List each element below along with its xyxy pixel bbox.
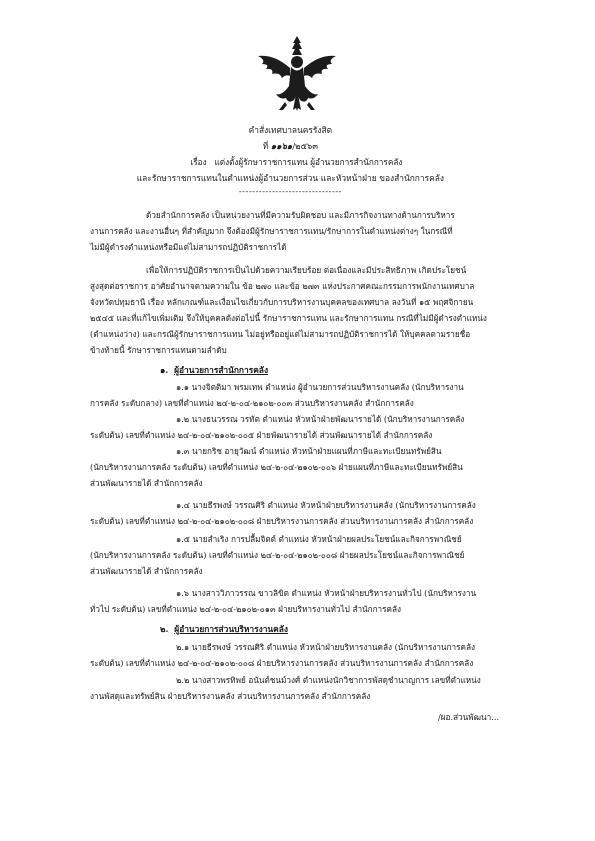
list-item-line: ระดับต้น) เลขที่ตำแหน่ง ๒๔-๒-๐๔-๒๑๐๒-๐๐๘ ฝ่ายบริหารงานการคลัง ส่วนบริหารงานการคลัง สำนักการคลัง (90, 658, 474, 668)
divider-line: ------------------------------- (238, 187, 342, 197)
order-number (0, 141, 581, 153)
list-item-line: ๑.๑ นางจิตติมา พรมเทพ ตำแหน่ง ผู้อำนวยการส่วนบริหารงานคลัง (นักบริหารงาน (176, 382, 464, 392)
list-item-line: ส่วนพัฒนารายได้ สำนักการคลัง (90, 566, 203, 576)
section-1-number: ๑. (160, 365, 169, 375)
para2-line: สูงสุดต่อราชการ อาศัยอำนาจตามความใน ข้อ ๒๗๐ และข้อ ๒๗๓ แห่งประกาศคณะกรรมการพนักงานเทศบาล (90, 281, 475, 291)
list-item-line: ๑.๕ นายสำเริง การปลื้มจิตต์ ตำแหน่ง หัวหน้าฝ่ายผลประโยชน์และกิจการพาณิชย์ (176, 534, 462, 544)
para2-line: เพื่อให้การปฏิบัติราชการเป็นไปด้วยความเรียบร้อย ต่อเนื่องและมีประสิทธิภาพ เกิดประโยชน์ (146, 265, 467, 275)
order-number-suffix: /๒๕๖๓ (292, 142, 318, 152)
order-number-prefix: ที่ (262, 142, 269, 152)
list-item-line: (นักบริหารงานการคลัง ระดับต้น) เลขที่ตำแหน่ง ๒๔-๒-๐๔-๒๑๐๒-๐๐๘ ฝ่ายผลประโยชน์และกิจการพาณิชย์ (90, 550, 465, 560)
para1-line: ด้วยสำนักการคลัง เป็นหน่วยงานที่มีความรับผิดชอบ และมีภารกิจงานทางด้านการบริหาร (146, 210, 455, 220)
section-2-number: ๒. (160, 624, 169, 634)
list-item-line: การคลัง ระดับกลาง) เลขที่ตำแหน่ง ๒๔-๒-๐๔-๒๑๐๒-๐๐๓ ส่วนบริหารงานคลัง สำนักการคลัง (90, 398, 414, 408)
list-item-line: ทั่วไป ระดับต้น) เลขที่ตำแหน่ง ๒๔-๒-๐๔-๒๑๐๒-๐๑๓ ฝ่ายบริหารงานทั่วไป สำนักการคลัง (90, 604, 402, 614)
para1-line: ไม่มีผู้ดำรงตำแหน่งหรือมีแต่ไม่สามารถปฏิบัติราชการได้ (90, 242, 287, 252)
list-item-line: ๒.๑ นายธีรพงษ์ วรรณศิริ ตำแหน่ง หัวหน้าฝ่ายบริหารงานคลัง (นักบริหารงานการคลัง (176, 642, 475, 652)
list-item-line: (นักบริหารงานการคลัง ระดับต้น) เลขที่ตำแหน่ง ๒๔-๒-๐๔-๒๑๐๒-๐๐๖ ฝ่ายแผนที่ภาษีและทะเบียนทรัพย์สิน (90, 462, 463, 472)
issuer-title: คำสั่งเทศบาลนครรังสิต (248, 126, 333, 136)
para1-line: งานการคลัง และงานอื่นๆ ที่สำคัญมาก จึงต้องมีผู้รักษาราชการแทน/รักษาการในตำแหน่งต่างๆ ในกรณีที่ (90, 226, 453, 236)
list-item-line: ๒.๒ นางสาวพรทิพย์ อนันต์ชนม์วงศ์ ตำแหน่งนักวิชาการพัสดุชำนาญการ เลขที่ตำแหน่ง (176, 675, 481, 685)
continuation-marker: /ผอ.ส่วนพัฒนา... (438, 712, 500, 722)
section-2-heading (160, 624, 288, 635)
list-item-line: ส่วนพัฒนารายได้ สำนักการคลัง (90, 478, 203, 488)
list-item-line: ระดับต้น) เลขที่ตำแหน่ง ๒๔-๒-๐๔-๒๑๐๒-๐๐๘ ฝ่ายบริหารงานการคลัง ส่วนบริหารงานการคลัง สำนักการคลัง (90, 516, 474, 526)
section-1-title: ผู้อำนวยการสำนักการคลัง (174, 365, 269, 375)
subject-line-1 (12, 157, 581, 169)
list-item-line: ๑.๓ นายกริช อายุวัฒน์ ตำแหน่ง หัวหน้าฝ่ายแผนที่ภาษีและทะเบียนทรัพย์สิน (176, 446, 442, 456)
subject-text-1: แต่งตั้งผู้รักษาราชการแทน ผู้อำนวยการสำนักการคลัง (214, 158, 403, 168)
subject-line-2: และรักษาราชการแทนในตำแหน่งผู้อำนวยการส่วน และหัวหน้าฝ่าย ของสำนักการคลัง (136, 174, 444, 184)
para2-line: ๒๕๔๕ และที่แก้ไขเพิ่มเติม จึงให้บุคคลดังต่อไปนี้ รักษาราชการแทน และรักษาการแทน กรณีที่ไม่มีผู้ดำรงตำแหน่ง (90, 313, 487, 323)
section-2-title: ผู้อำนวยการส่วนบริหารงานคลัง (174, 624, 288, 634)
para2-line: (ตำแหน่งว่าง) และกรณีผู้รักษาราชการแทน ไม่อยู่หรืออยู่แต่ไม่สามารถปฏิบัติราชการได้ ให้บุคคลตามรายชื่อ (90, 329, 471, 339)
garuda-emblem-icon (252, 34, 342, 114)
subject-label: เรื่อง (190, 158, 207, 168)
order-number-value: ๑๑๖๑ (270, 142, 293, 152)
para2-line: ข้างท้ายนี้ รักษาราชการแทนตามลำดับ (90, 345, 227, 355)
list-item-line: ๑.๒ นางธนวรรณ วรทัต ตำแหน่ง หัวหน้าฝ่ายพัฒนารายได้ (นักบริหารงานการคลัง (176, 414, 465, 424)
list-item-line: งานพัสดุและทรัพย์สิน ฝ่ายบริหารงานคลัง ส่วนบริหารงานการคลัง สำนักการคลัง (90, 691, 371, 701)
list-item-line: ๑.๖ นางสาววิภาวรรณ ขาวลิขิต ตำแหน่ง หัวหน้าฝ่ายบริหารงานทั่วไป (นักบริหารงาน (176, 588, 477, 598)
para2-line: จังหวัดปทุมธานี เรื่อง หลักเกณฑ์และเงื่อนไขเกี่ยวกับการบริหารงานบุคคลของเทศบาล ลงวันที่ ๑๕ พฤศจิกายน (90, 297, 474, 307)
list-item-line: ระดับต้น) เลขที่ตำแหน่ง ๒๔-๒-๐๔-๒๑๐๒-๐๐๕ ฝ่ายพัฒนารายได้ ส่วนพัฒนารายได้ สำนักการคลัง (90, 430, 433, 440)
list-item-line: ๑.๔ นายธีรพงษ์ วรรณศิริ ตำแหน่ง หัวหน้าฝ่ายบริหารงานคลัง (นักบริหารงานการคลัง (176, 500, 476, 510)
section-1-heading (160, 365, 268, 376)
